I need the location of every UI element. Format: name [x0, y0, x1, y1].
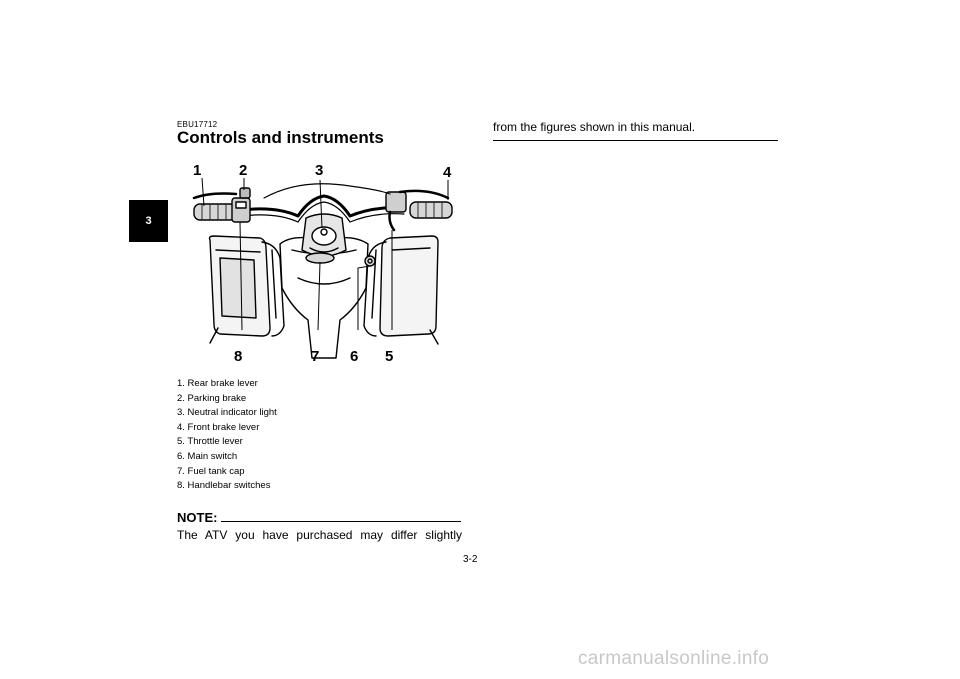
note-heading: NOTE:: [177, 510, 218, 525]
leader-1: [202, 178, 204, 206]
watermark: carmanualsonline.info: [578, 648, 770, 669]
callout-3: 3: [315, 162, 324, 179]
handlebar: [242, 196, 404, 216]
note-rule: [221, 521, 461, 522]
front-brake-lever: [400, 191, 448, 198]
throttle-lever: [390, 212, 395, 230]
legend-item: 8. Handlebar switches: [177, 480, 271, 492]
rear-brake-lever: [194, 194, 236, 199]
note-text: The ATV you have purchased may differ slightly: [177, 528, 462, 542]
callout-5: 5: [385, 348, 394, 365]
callout-6: 6: [350, 348, 359, 365]
legend-item: 1. Rear brake lever: [177, 378, 258, 389]
section-title: Controls and instruments: [177, 128, 384, 147]
main-switch: [365, 256, 375, 266]
parking-brake: [240, 188, 250, 198]
continued-text: from the figures shown in this manual.: [493, 120, 696, 134]
section-code: EBU17712: [177, 120, 218, 129]
legend-item: 2. Parking brake: [177, 392, 247, 404]
callout-7: 7: [311, 348, 320, 365]
callout-1: 1: [193, 162, 202, 179]
left-grip: [194, 204, 236, 220]
fuel-tank-cap: [306, 253, 334, 263]
chapter-tab-number: 3: [145, 215, 152, 227]
page-number: 3-2: [463, 554, 478, 565]
right-column-rule: [493, 140, 778, 141]
legend-item: 3. Neutral indicator light: [177, 407, 277, 419]
atv-handlebar-figure: [180, 158, 460, 368]
legend-item: 7. Fuel tank cap: [177, 465, 245, 477]
right-fender: [380, 236, 438, 336]
chapter-tab: [129, 200, 168, 242]
atv-handlebar-illustration: [180, 158, 460, 368]
right-grip: [410, 202, 452, 218]
legend-item: 6. Main switch: [177, 450, 238, 462]
callout-8: 8: [234, 348, 243, 365]
legend-item: 4. Front brake lever: [177, 421, 260, 433]
callout-4: 4: [443, 164, 452, 181]
legend-item: 5. Throttle lever: [177, 436, 243, 448]
figure-legend: [177, 377, 277, 494]
callout-2: 2: [239, 162, 248, 179]
